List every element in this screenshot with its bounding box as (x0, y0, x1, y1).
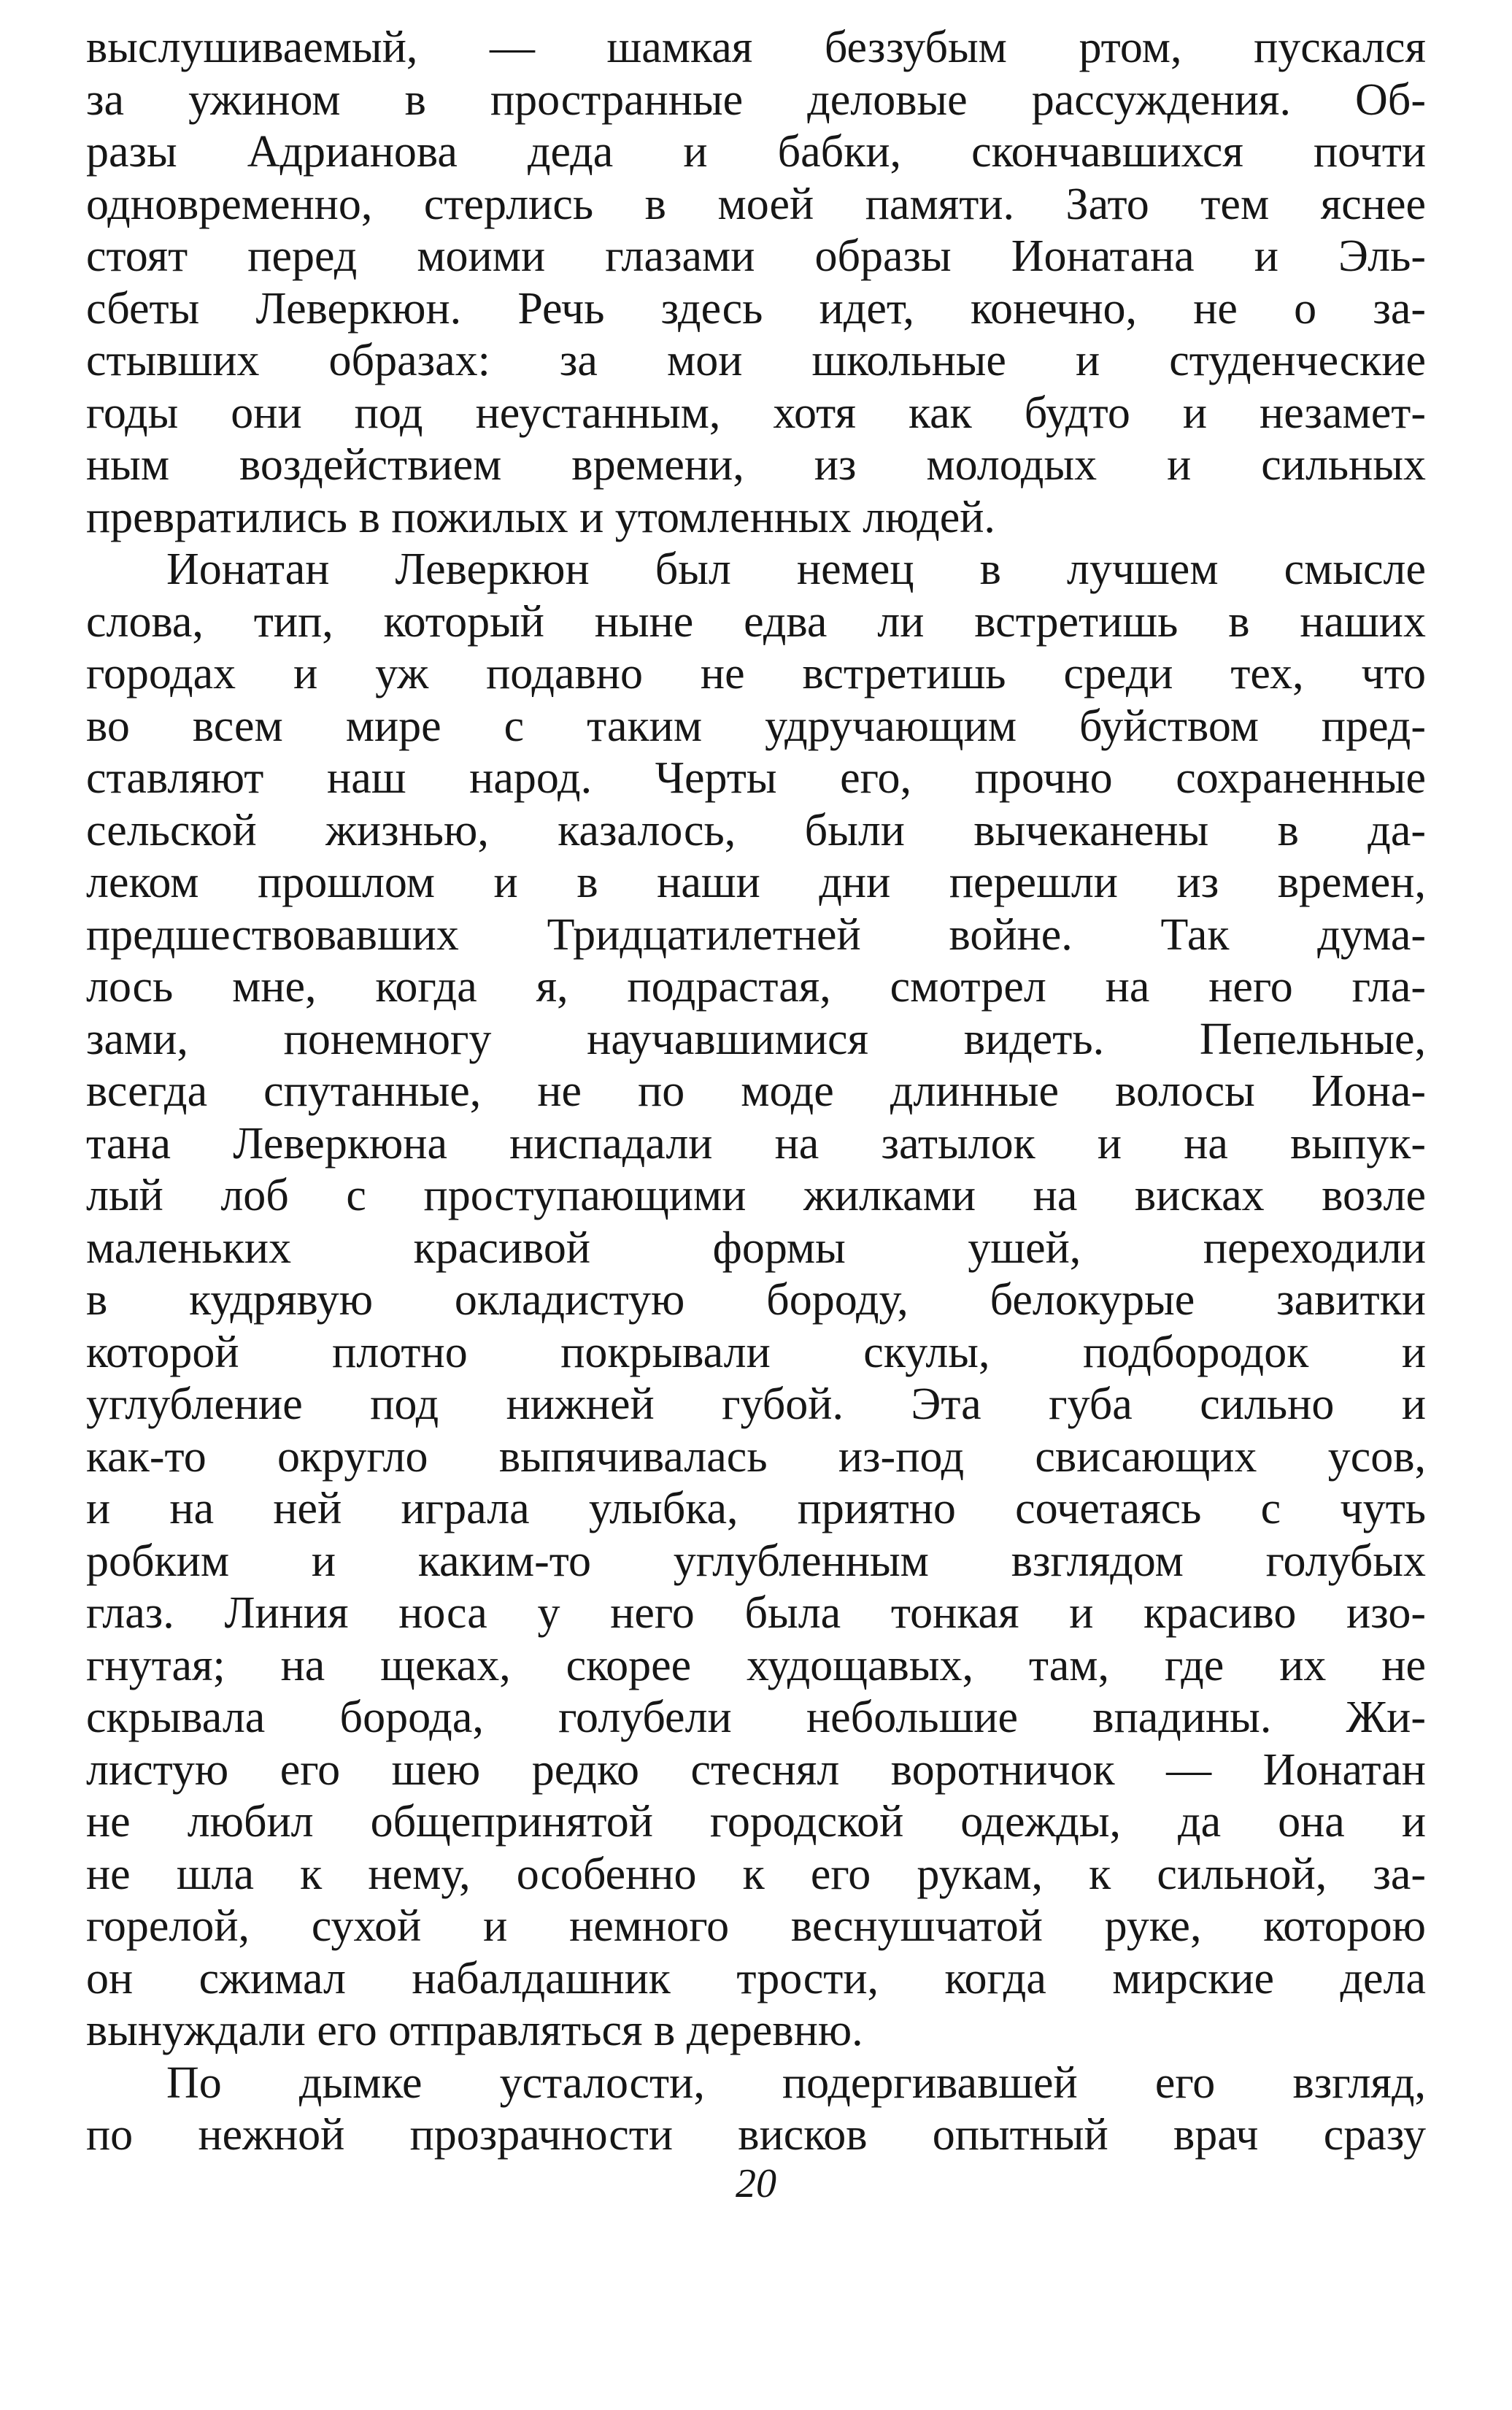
text-line: и на ней играла улыбка, приятно сочетаясь с чуть (86, 1484, 1426, 1533)
text-line: Ионатан Леверкюн был немец в лучшем смысле (166, 544, 1426, 594)
text-line: робким и каким-то углубленным взглядом голубых (86, 1536, 1426, 1586)
text-line: во всем мире с таким удручающим буйством пред- (86, 701, 1426, 751)
text-line: глаз. Линия носа у него была тонкая и красиво изо- (86, 1588, 1426, 1638)
text-line: не любил общепринятой городской одежды, да она и (86, 1797, 1426, 1847)
text-line: всегда спутанные, не по моде длинные волосы Иона- (86, 1066, 1426, 1116)
text-line: превратились в пожилых и утомленных людей. (86, 492, 995, 542)
text-line: гнутая; на щеках, скорее худощавых, там, где их не (86, 1640, 1426, 1690)
text-line: городах и уж подавно не встретишь среди тех, что (86, 649, 1426, 698)
text-line: горелой, сухой и немного веснушчатой руке, которою (86, 1901, 1426, 1951)
text-line: лось мне, когда я, подрастая, смотрел на него гла- (86, 962, 1426, 1012)
text-line: стоят перед моими глазами образы Ионатана и Эль- (86, 231, 1426, 281)
text-line: слова, тип, который ныне едва ли встретишь в наших (86, 596, 1426, 647)
text-line: как-то округло выпячивалась из-под свисающих усов, (86, 1431, 1426, 1482)
text-line: стывших образах: за мои школьные и студенческие (86, 336, 1426, 385)
page-number: 20 (736, 2161, 776, 2206)
text-line: вынуждали его отправляться в деревню. (86, 2006, 863, 2055)
text-line: годы они под неустанным, хотя как будто и незамет- (86, 388, 1426, 438)
page-text (86, 22, 1426, 2162)
text-line: предшествовавших Тридцатилетней войне. Так дума- (86, 909, 1426, 960)
text-line: за ужином в пространные деловые рассуждения. Об- (86, 74, 1426, 125)
text-line: которой плотно покрывали скулы, подбородок и (86, 1327, 1426, 1377)
text-line: ным воздействием времени, из молодых и сильных (86, 440, 1426, 490)
text-line: зами, понемногу научавшимися видеть. Пепельные, (86, 1014, 1426, 1064)
text-line: он сжимал набалдашник трости, когда мирские дела (86, 1953, 1426, 2003)
text-line: по нежной прозрачности висков опытный врач сразу (86, 2110, 1426, 2160)
text-line: лый лоб с проступающими жилками на висках возле (86, 1171, 1426, 1220)
text-line: одновременно, стерлись в моей памяти. Зато тем яснее (86, 179, 1426, 229)
text-line: скрывала борода, голубели небольшие впадины. Жи- (86, 1693, 1426, 1742)
text-line: леком прошлом и в наши дни перешли из времен, (86, 858, 1426, 907)
text-line: разы Адрианова деда и бабки, скончавшихся почти (86, 127, 1426, 177)
text-line: По дымке усталости, подергивавшей его взгляд, (166, 2057, 1426, 2108)
text-line: ставляют наш народ. Черты его, прочно сохраненные (86, 753, 1426, 803)
text-line: сельской жизнью, казалось, были вычеканены в да- (86, 805, 1426, 855)
text-line: маленьких красивой формы ушей, переходили (86, 1223, 1426, 1273)
text-line: углубление под нижней губой. Эта губа сильно и (86, 1379, 1426, 1429)
text-line: сбеты Леверкюн. Речь здесь идет, конечно, не о за- (86, 283, 1426, 334)
text-line: не шла к нему, особенно к его рукам, к сильной, за- (86, 1849, 1426, 1899)
text-line: в кудрявую окладистую бороду, белокурые завитки (86, 1275, 1426, 1325)
text-line: тана Леверкюна ниспадали на затылок и на выпук- (86, 1118, 1426, 1169)
text-line: выслушиваемый, — шамкая беззубым ртом, пускался (86, 23, 1426, 72)
text-line: листую его шею редко стеснял воротничок — Ионатан (86, 1744, 1426, 1795)
